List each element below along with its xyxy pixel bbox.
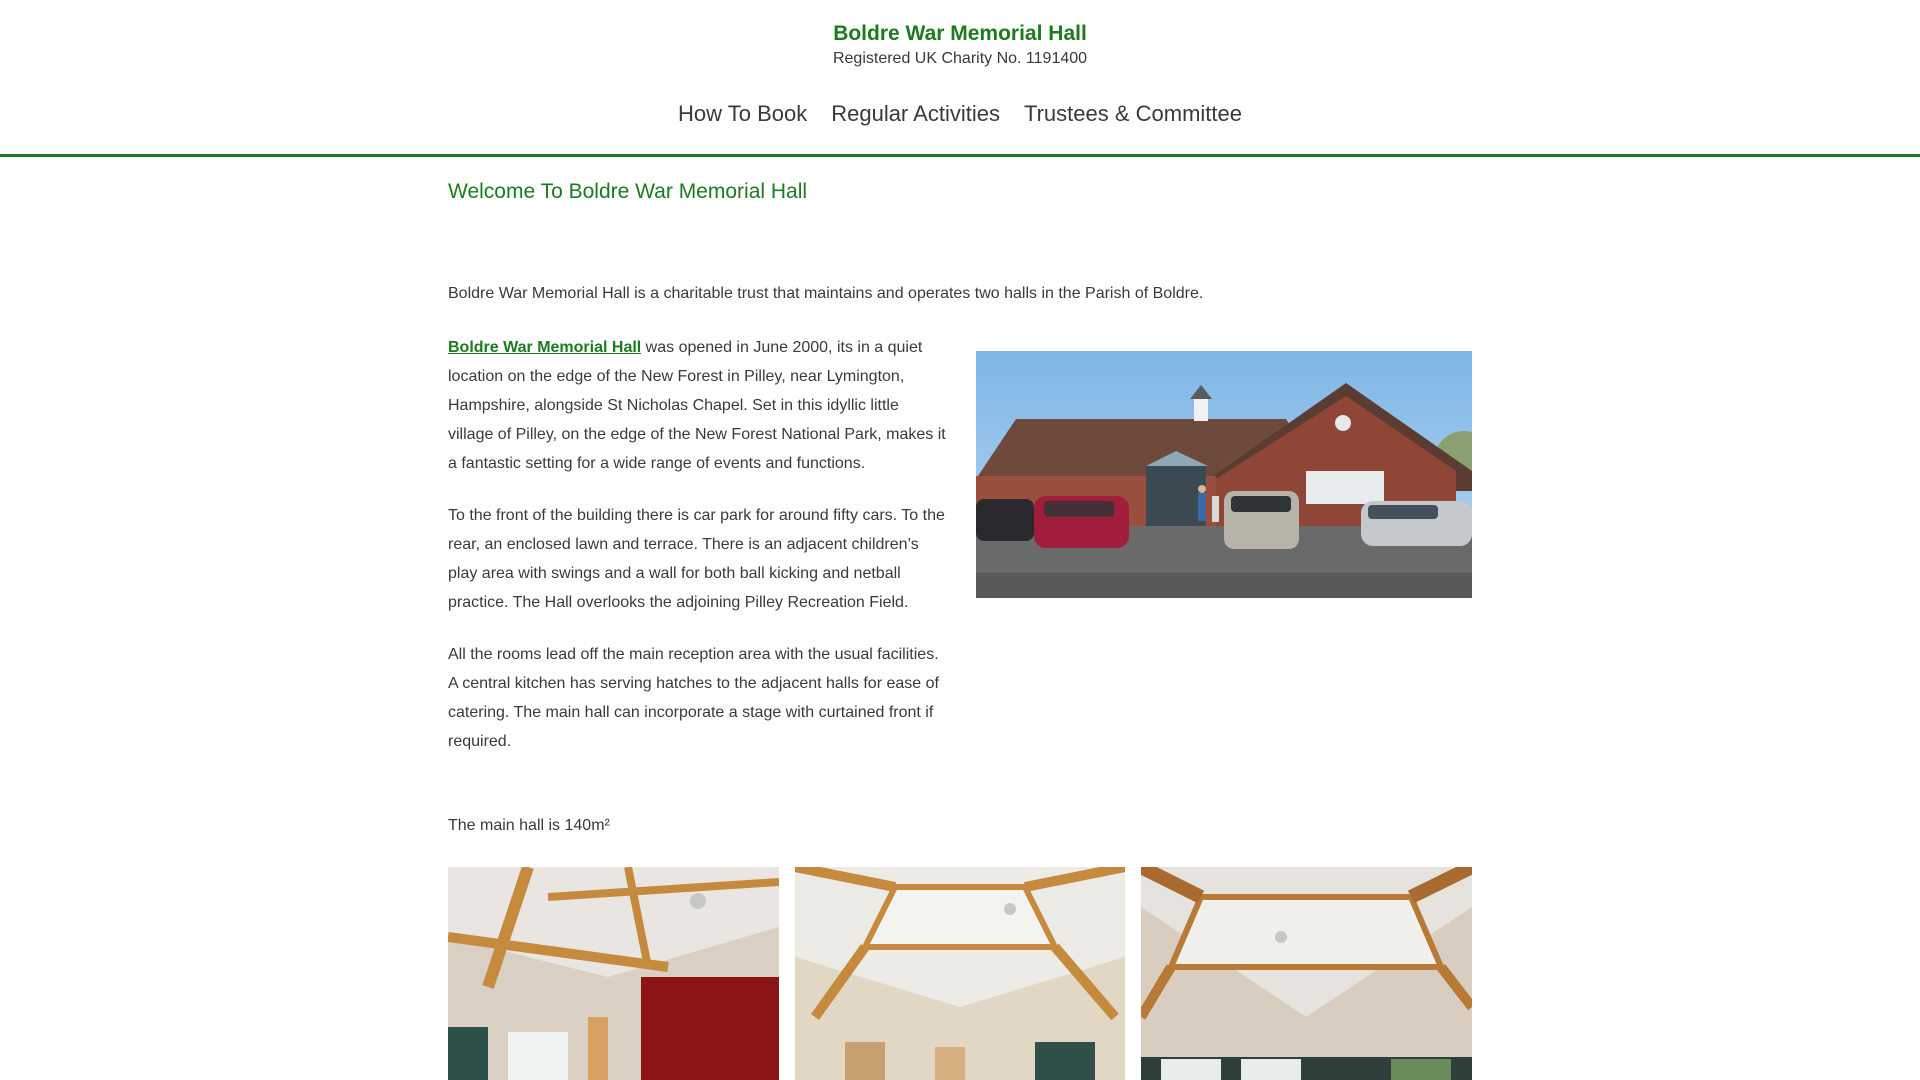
nav-trustees-committee[interactable]: Trustees & Committee <box>1023 101 1242 126</box>
description-paragraph-2: To the front of the building there is car park for around fifty cars. To the rear, an enclosed lawn and terrace. There is an adjacent children’s play area with swings and a wall for both ball kicking and netball practice. The Hall overlooks the adjoining Pilley Recreation Field. <box>448 507 945 611</box>
site-tagline: Registered UK Charity No. 1191400 <box>832 50 1088 67</box>
hall-link[interactable]: Boldre War Memorial Hall <box>448 339 642 356</box>
nav-regular-activities[interactable]: Regular Activities <box>831 101 1000 126</box>
intro-paragraph: Boldre War Memorial Hall is a charitable trust that maintains and operates two halls in the Parish of Boldre. <box>448 285 1204 302</box>
site-title[interactable]: Boldre War Memorial Hall <box>833 22 1087 45</box>
description-paragraph-3: All the rooms lead off the main reception area with the usual facilities. A central kitchen has serving hatches to the adjacent halls for ease of catering. The main hall can incorporate a stage with curtained front if required. <box>448 646 939 750</box>
site-header <box>0 0 1920 157</box>
description-text-1: was opened in June 2000, its in a quiet location on the edge of the New Forest in Pilley, near Lymington, Hampshire, alongside St Nicholas Chapel. Set in this idyllic little village of Pilley, on the edge of the New Forest National Park, makes it a fantastic setting for a wide range of events and functions. <box>448 339 946 472</box>
main-hall-photo-3[interactable] <box>1141 867 1472 1080</box>
main-hall-photo-2[interactable] <box>795 867 1125 1080</box>
main-nav <box>0 100 1920 128</box>
nav-how-to-book[interactable]: How To Book <box>678 101 808 126</box>
hall-exterior-photo <box>976 351 1472 598</box>
main-hall-photo-1[interactable] <box>448 867 779 1080</box>
page-title: Welcome To Boldre War Memorial Hall <box>448 180 808 203</box>
description-column <box>448 333 948 779</box>
hall-size-text: The main hall is 140m² <box>448 817 610 834</box>
description-paragraph-1 <box>448 333 948 478</box>
